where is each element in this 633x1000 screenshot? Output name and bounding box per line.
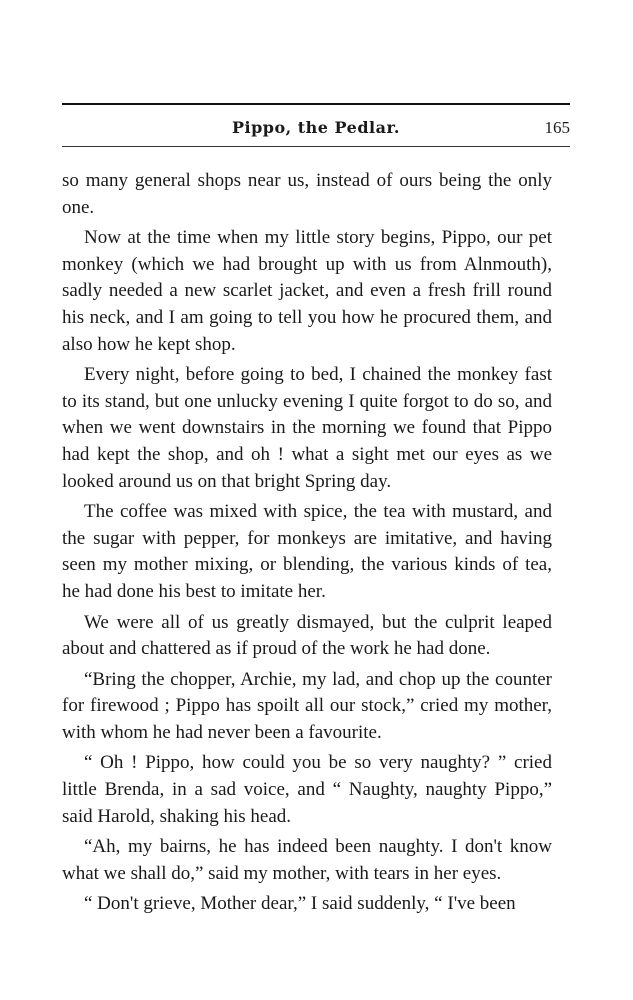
paragraph: “Ah, my bairns, he has indeed been naughty. I don't know what we shall do,” said my mother, with tears in her eyes. bbox=[62, 836, 552, 884]
paragraph: “Bring the chopper, Archie, my lad, and chop up the counter for firewood ; Pippo has spoilt all our stock,” cried my mother, with whom he had never been a favourite. bbox=[62, 668, 552, 743]
paragraph: Now at the time when my little story begins, Pippo, our pet monkey (which we had brought up with us from Alnmouth), sadly needed a new scarlet jacket, and even a fresh frill round his neck, and I am going to tell you how he procured them, and also how he kept shop. bbox=[62, 227, 552, 355]
page-number: 165 bbox=[544, 118, 570, 137]
header-underline bbox=[62, 146, 570, 147]
paragraph: so many general shops near us, instead of ours being the only one. bbox=[62, 170, 552, 218]
paragraph: The coffee was mixed with spice, the tea with mustard, and the sugar with pepper, for monkeys are imitative, and having seen my mother mixing, or blending, the various kinds of tea, he had done his best to imitate her. bbox=[62, 501, 552, 602]
paragraph: We were all of us greatly dismayed, but the culprit leaped about and chattered as if proud of the work he had done. bbox=[62, 611, 552, 660]
body-text bbox=[62, 168, 552, 922]
running-title: Pippo, the Pedlar. bbox=[231, 118, 400, 137]
paragraph: “ Oh ! Pippo, how could you be so very naughty? ” cried little Brenda, in a sad voice, and “ Naughty, naughty Pippo,” said Harold, shaking his head. bbox=[62, 752, 552, 827]
header-rule bbox=[62, 103, 570, 105]
paragraph: “ Don't grieve, Mother dear,” I said suddenly, “ I've been bbox=[84, 893, 516, 915]
paragraph: Every night, before going to bed, I chained the monkey fast to its stand, but one unlucky evening I quite forgot to do so, and when we went downstairs in the morning we found that Pippo had kept the shop, and oh ! what a sight met our eyes as we looked around us on that bright Spring day. bbox=[62, 364, 552, 492]
running-header bbox=[62, 116, 570, 140]
